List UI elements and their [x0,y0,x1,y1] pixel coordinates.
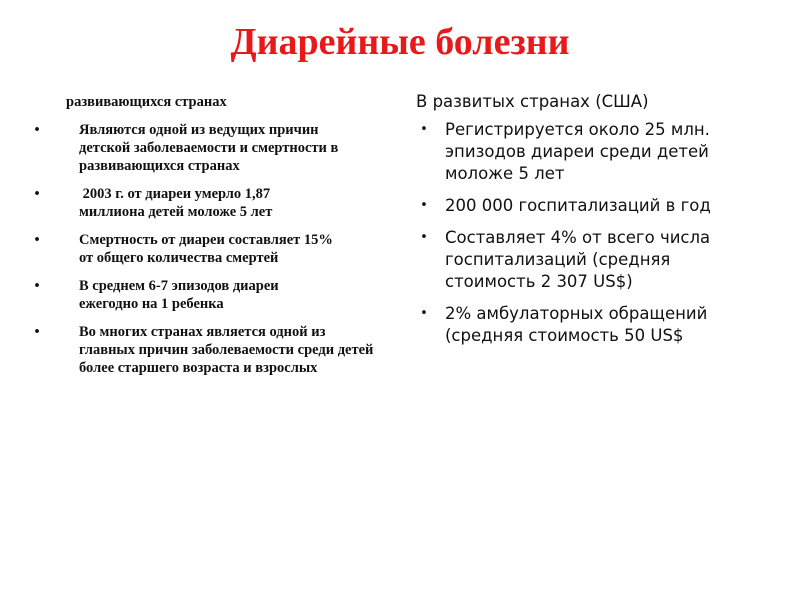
list-item [30,277,400,313]
list-item [30,121,400,175]
list-item-text: Являются одной из ведущих причин детской заболеваемости и смертности в развивающихся странах [79,122,339,174]
list-item [30,231,400,267]
bullet-icon: • [420,230,428,245]
list-item-text: 2% амбулаторных обращений (средняя стоимость 50 US$ [445,304,708,345]
left-column-subheading: развивающихся странах [66,94,227,110]
list-item [413,303,783,347]
list-item [30,323,400,377]
list-item-text: Регистрируется около 25 млн. эпизодов диареи среди детей моложе 5 лет [445,120,710,183]
bullet-icon: • [420,306,428,321]
list-item [413,119,783,185]
list-item-text: В среднем 6-7 эпизодов диареи ежегодно на 1 ребенка [79,278,279,312]
left-column [30,93,400,387]
list-item [413,195,783,217]
list-item-text: Составляет 4% от всего числа госпитализаций (средняя стоимость 2 307 US$) [445,228,711,291]
right-column-subheading: В развитых странах (США) [416,92,649,111]
list-item [30,185,400,221]
bullet-icon: • [420,198,428,213]
bullet-icon: • [34,324,40,340]
list-item-text: 2003 г. от диареи умерло 1,87 миллиона детей моложе 5 лет [79,186,274,220]
bullet-icon: • [34,122,40,138]
list-item-text: 200 000 госпитализаций в год [445,196,711,215]
list-item [413,227,783,293]
slide-title: Диарейные болезни [230,21,570,63]
right-column [413,91,783,357]
right-bullet-list [413,119,783,347]
bullet-icon: • [34,278,40,294]
left-bullet-list [30,121,400,377]
list-item-text: Во многих странах является одной из главных причин заболеваемости среди детей более старшего возраста и взрослых [79,324,374,376]
bullet-icon: • [34,232,40,248]
bullet-icon: • [34,186,40,202]
bullet-icon: • [420,122,428,137]
list-item-text: Смертность от диареи составляет 15% от общего количества смертей [79,232,333,266]
